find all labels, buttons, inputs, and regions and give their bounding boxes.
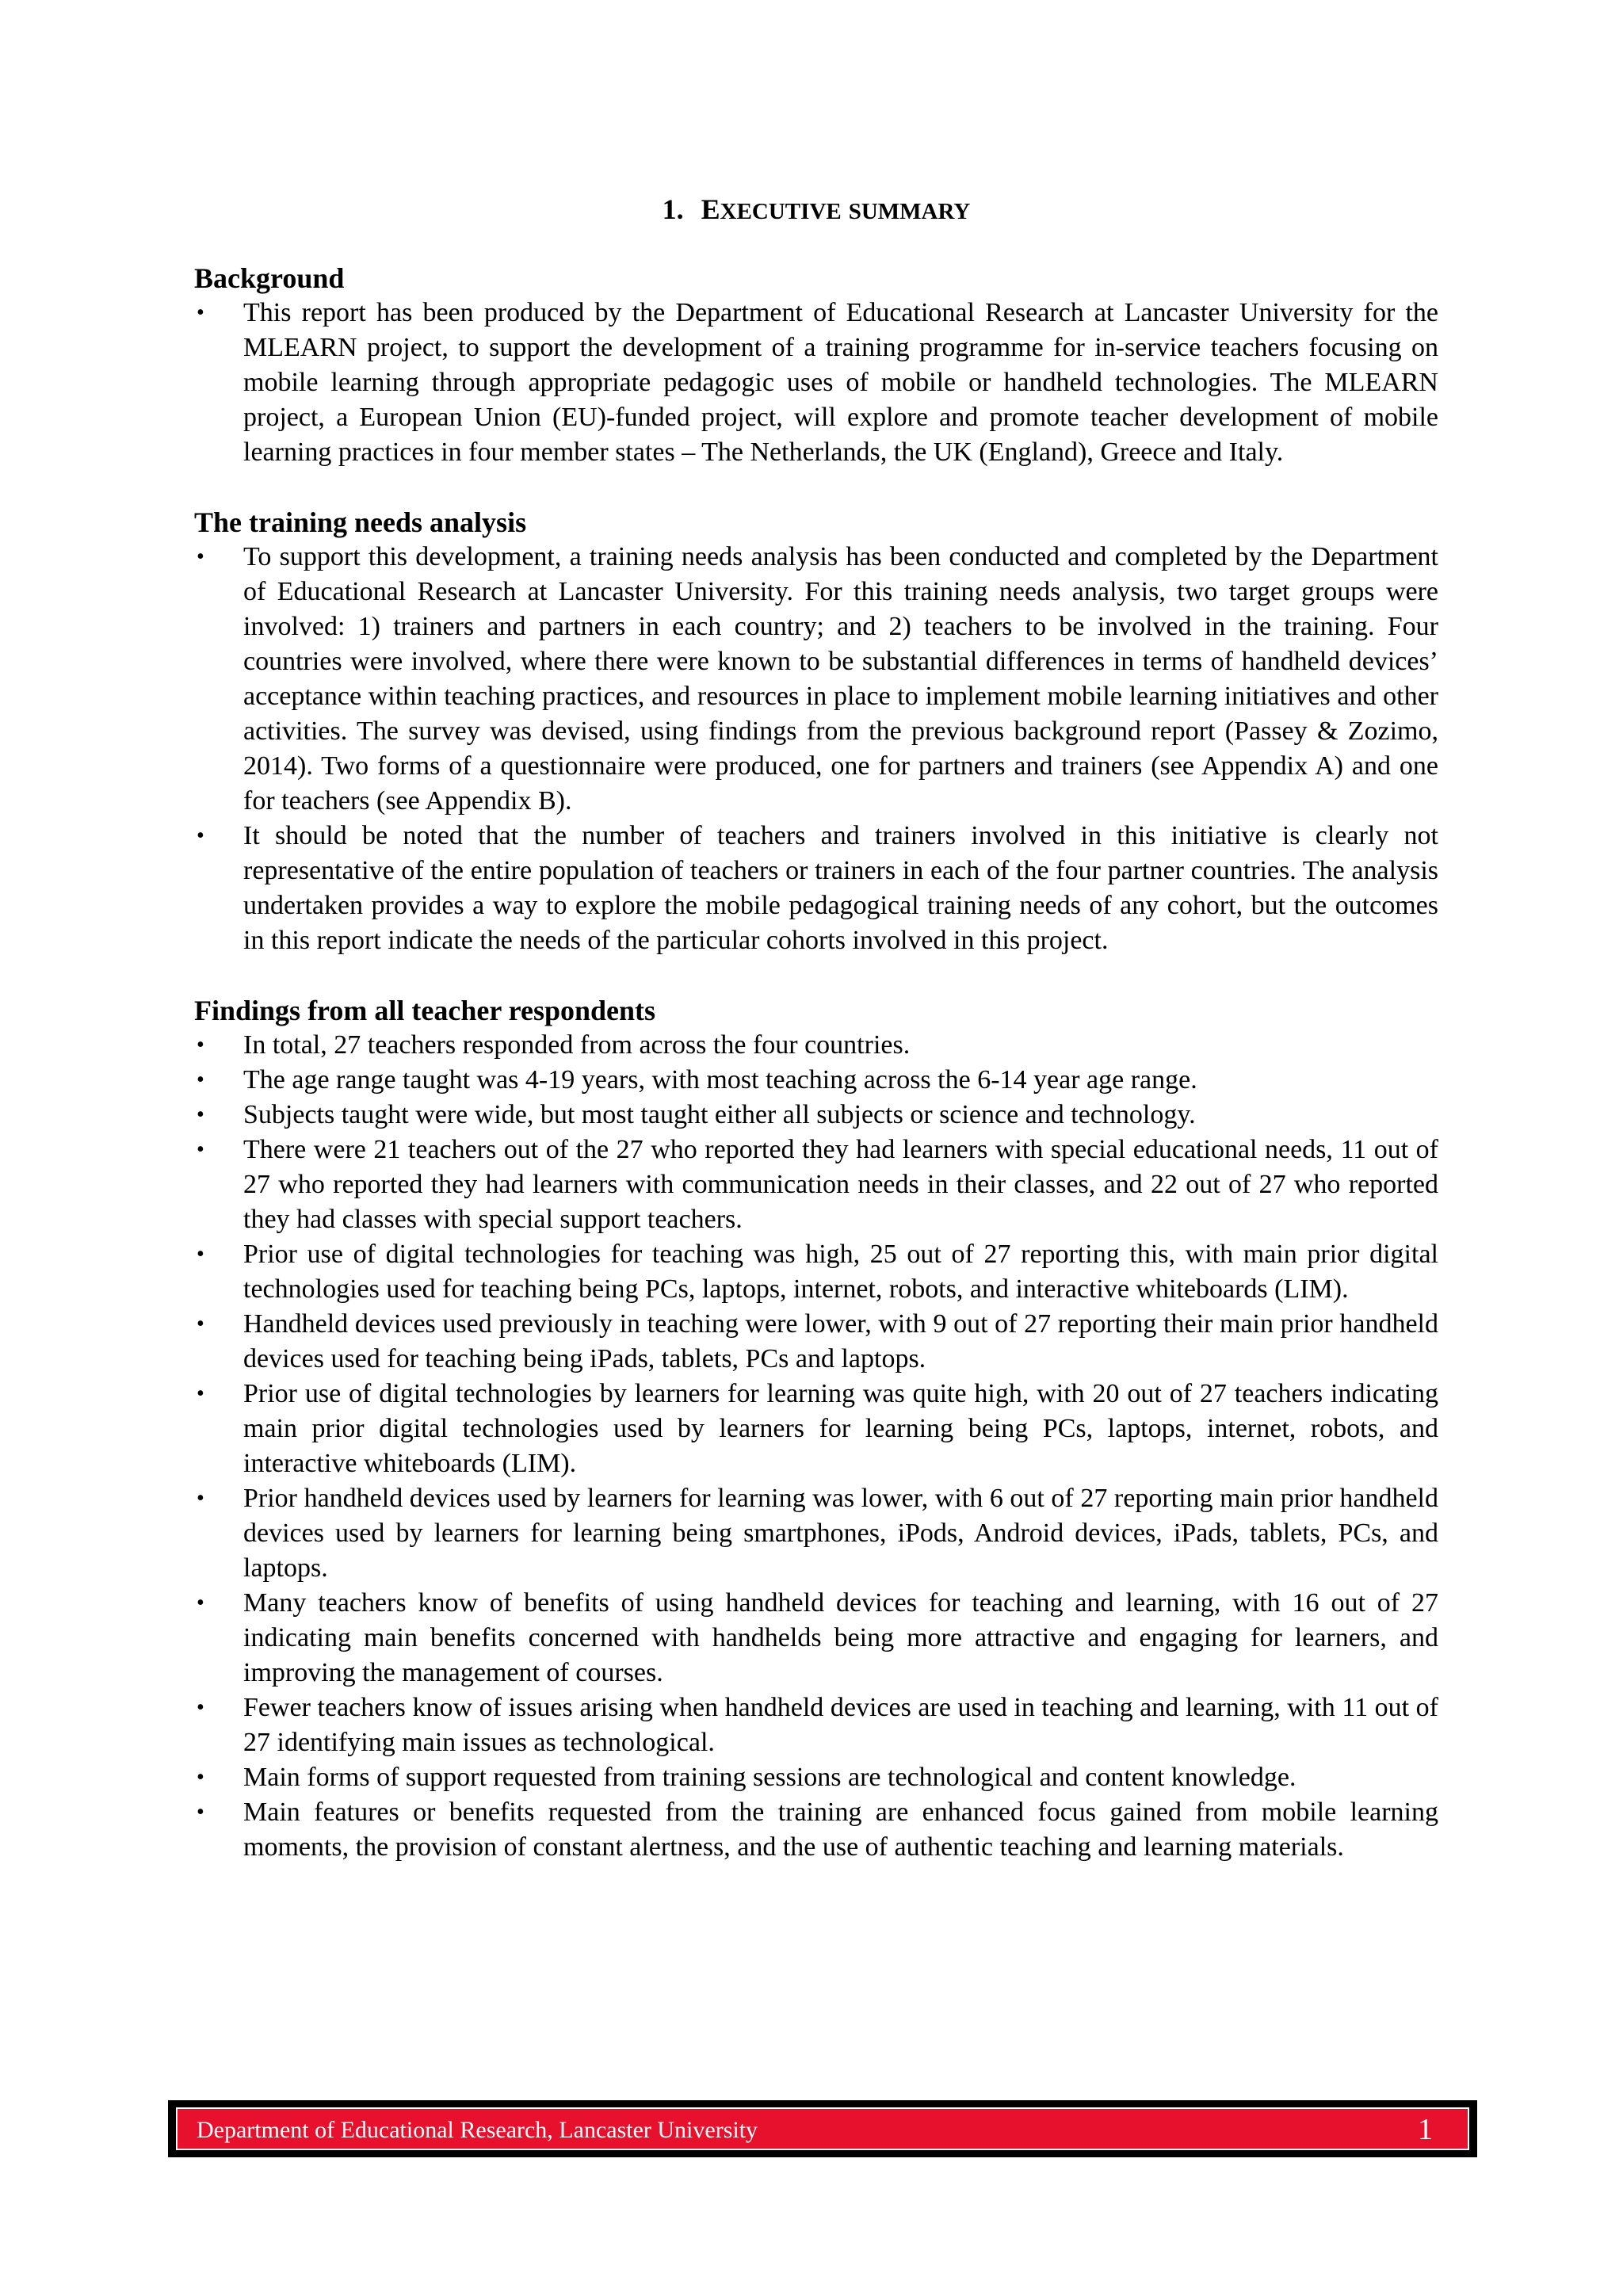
list-item xyxy=(194,1690,1438,1760)
page-number: 1 xyxy=(1418,2113,1433,2146)
section-heading-findings: Findings from all teacher respondents xyxy=(194,995,656,1026)
bullet-icon: • xyxy=(197,1800,204,1824)
list-item-text: This report has been produced by the Department of Educational Research at Lancaster University for the MLEARN project, to support the development of a training programme for in-service teachers focusing on mobile learning through appropriate pedagogic uses of mobile or handheld technologies. The MLEARN project, a European Union (EU)-funded project, will explore and promote teacher development of mobile learning practices in four member states – The Netherlands, the UK (England), Greece and Italy. xyxy=(243,298,1438,467)
list-item-text: Prior use of digital technologies for teaching was high, 25 out of 27 reporting this, with main prior digital technologies used for teaching being PCs, laptops, internet, robots, and interactive whiteboards (LIM). xyxy=(243,1240,1438,1304)
bullet-icon: • xyxy=(197,1381,204,1406)
list-item-text: Prior use of digital technologies by learners for learning was quite high, with 20 out of 27 teachers indicating main prior digital technologies used by learners for learning being PCs, laptops, internet, robots, and interactive whiteboards (LIM). xyxy=(243,1379,1438,1478)
bullet-icon: • xyxy=(197,1137,204,1162)
list-item-text: Subjects taught were wide, but most taught either all subjects or science and technology. xyxy=(243,1100,1196,1129)
title-number: 1. xyxy=(662,193,684,225)
list-item-text: In total, 27 teachers responded from across the four countries. xyxy=(243,1030,911,1060)
list-item xyxy=(194,1586,1438,1690)
list-item xyxy=(194,819,1438,958)
bullet-icon: • xyxy=(197,1102,204,1127)
list-item-text: Main forms of support requested from training sessions are technological and content knowledge. xyxy=(243,1763,1296,1792)
bullet-list-training-needs xyxy=(194,540,1438,958)
page-title xyxy=(194,192,1438,229)
list-item xyxy=(194,1237,1438,1307)
bullet-icon: • xyxy=(197,1068,204,1092)
bullet-icon: • xyxy=(197,1242,204,1266)
section-heading-training-needs: The training needs analysis xyxy=(194,506,527,538)
footer-band xyxy=(176,2107,1469,2150)
bullet-icon: • xyxy=(197,300,204,325)
list-item xyxy=(194,296,1438,470)
bullet-icon: • xyxy=(197,823,204,848)
list-item xyxy=(194,1760,1438,1795)
list-item xyxy=(194,1063,1438,1098)
title-second-word: SUMMARY xyxy=(848,199,971,224)
list-item-text: Many teachers know of benefits of using handheld devices for teaching and learning, with 16 out of 27 indicating main benefits concerned with handhelds being more attractive and engaging for learners, and improving the management of courses. xyxy=(243,1588,1438,1687)
bullet-icon: • xyxy=(197,1033,204,1057)
title-first-letter: E xyxy=(701,193,720,225)
bullet-icon: • xyxy=(197,1765,204,1790)
list-item xyxy=(194,1028,1438,1063)
list-item xyxy=(194,540,1438,819)
bullet-icon: • xyxy=(197,1312,204,1336)
list-item-text: Main features or benefits requested from the training are enhanced focus gained from mobile learning moments, the provision of constant alertness, and the use of authentic teaching and learning materials. xyxy=(243,1797,1438,1862)
list-item-text: There were 21 teachers out of the 27 who reported they had learners with special educational needs, 11 out of 27 who reported they had learners with communication needs in their classes, and 22 out of 27 who reported they had classes with special support teachers. xyxy=(243,1135,1438,1234)
bullet-icon: • xyxy=(197,1695,204,1720)
bullet-icon: • xyxy=(197,544,204,569)
bullet-icon: • xyxy=(197,1591,204,1615)
list-item-text: The age range taught was 4-19 years, with most teaching across the 6-14 year age range. xyxy=(243,1065,1197,1095)
list-item xyxy=(194,1133,1438,1237)
bullet-list-findings xyxy=(194,1028,1438,1865)
list-item xyxy=(194,1481,1438,1586)
list-item-text: Prior handheld devices used by learners for learning was lower, with 6 out of 27 reporting main prior handheld devices used by learners for learning being smartphones, iPods, Android devices, iPads, tablets, PCs, and laptops. xyxy=(243,1484,1438,1583)
page-footer xyxy=(168,2100,1477,2157)
title-first-rest: XECUTIVE xyxy=(720,199,842,224)
list-item-text: Fewer teachers know of issues arising when handheld devices are used in teaching and learning, with 11 out of 27 identifying main issues as technological. xyxy=(243,1693,1438,1757)
list-item-text: Handheld devices used previously in teaching were lower, with 9 out of 27 reporting their main prior handheld devices used for teaching being iPads, tablets, PCs and laptops. xyxy=(243,1309,1438,1373)
page-content xyxy=(194,192,1438,1865)
footer-department-text: Department of Educational Research, Lancaster University xyxy=(197,2117,758,2143)
bullet-icon: • xyxy=(197,1486,204,1511)
list-item xyxy=(194,1307,1438,1377)
list-item xyxy=(194,1098,1438,1133)
list-item xyxy=(194,1377,1438,1481)
list-item xyxy=(194,1795,1438,1865)
section-heading-background: Background xyxy=(194,262,345,294)
list-item-text: To support this development, a training needs analysis has been conducted and completed by the Department of Educational Research at Lancaster University. For this training needs analysis, two target groups were involved: 1) trainers and partners in each country; and 2) teachers to be involved in the training. Four countries were involved, where there were known to be substantial differences in terms of handheld devices’ acceptance within teaching practices, and resources in place to implement mobile learning initiatives and other activities. The survey was devised, using findings from the previous background report (Passey & Zozimo, 2014). Two forms of a questionnaire were produced, one for partners and trainers (see Appendix A) and one for teachers (see Appendix B). xyxy=(243,542,1438,816)
bullet-list-background xyxy=(194,296,1438,470)
list-item-text: It should be noted that the number of teachers and trainers involved in this initiative is clearly not representative of the entire population of teachers or trainers in each of the four partner countries. The analysis undertaken provides a way to explore the mobile pedagogical training needs of any cohort, but the outcomes in this report indicate the needs of the particular cohorts involved in this project. xyxy=(243,821,1438,955)
